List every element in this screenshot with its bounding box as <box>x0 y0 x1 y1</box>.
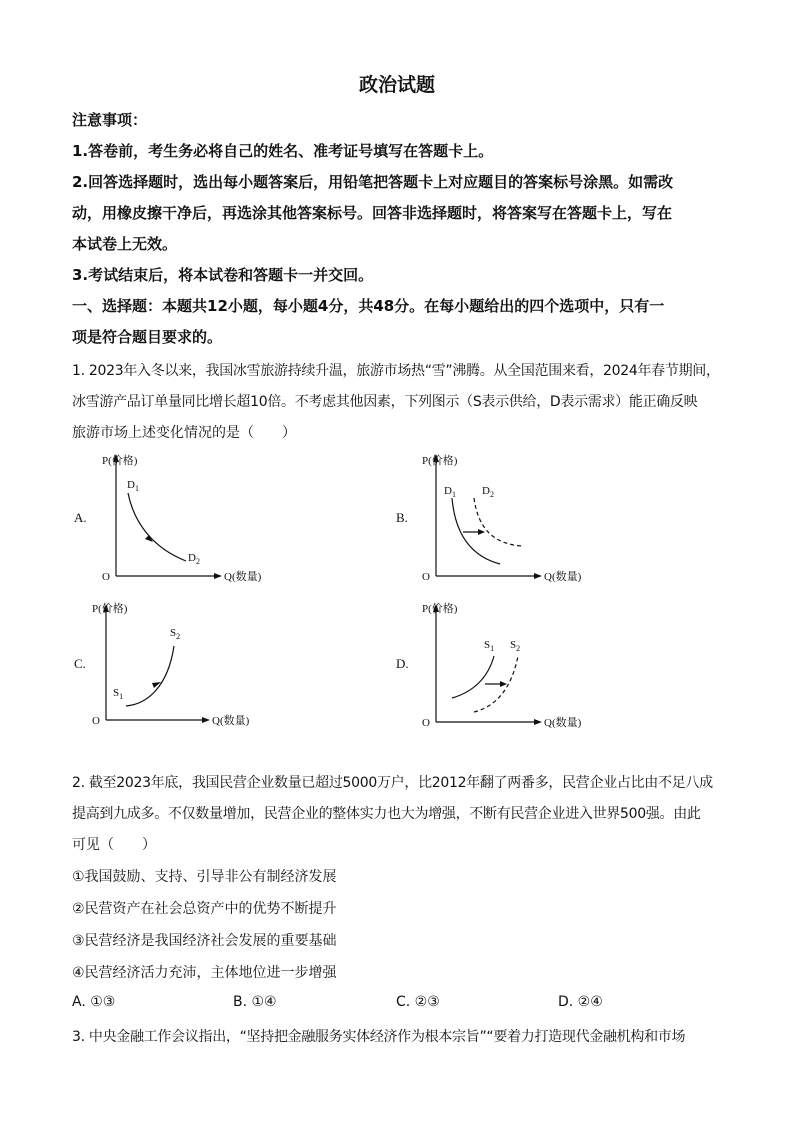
b-curve-d2 <box>474 498 522 546</box>
section-heading: 一、选择题：本题共12小题，每小题4分，共48分。在每小题给出的四个选项中，只有一 <box>72 297 665 315</box>
a-curve <box>128 493 186 561</box>
a-q-axis-label: Q(数量) <box>224 571 262 583</box>
a-origin: O <box>102 571 110 583</box>
svg-text:S2: $S_2$ <box>510 639 521 653</box>
q2-statement-3: ③民营经济是我国经济社会发展的重要基础 <box>72 933 337 949</box>
notice-item-1: 1.答卷前，考生务必将自己的姓名、准考证号填写在答题卡上。 <box>72 142 494 160</box>
q2-statement-1: ①我国鼓励、支持、引导非公有制经济发展 <box>72 869 337 885</box>
q1-text-line-2: 冰雪游产品订单量同比增长超10倍。不考虑其他因素，下列图示（S表示供给，D表示需求）能正确反映 <box>72 394 698 410</box>
q2-choice-c[interactable]: C. ②③ <box>396 994 440 1010</box>
q1-option-b-graph[interactable] <box>418 448 598 588</box>
c-origin: O <box>92 715 100 727</box>
section-heading-cont: 项是符合题目要求的。 <box>72 328 223 346</box>
notice-item-2-end: 本试卷上无效。 <box>72 235 178 253</box>
c-curve <box>126 646 174 706</box>
page-title: 政治试题 <box>358 74 435 96</box>
q1-option-a-graph[interactable] <box>98 448 278 588</box>
d-origin: O <box>422 717 430 729</box>
q2-statement-2: ②民营资产在社会总资产中的优势不断提升 <box>72 901 337 917</box>
q2-text-line-3: 可见（ ） <box>72 837 156 853</box>
q2-choice-d[interactable]: D. ②④ <box>558 994 603 1010</box>
notice-item-3: 3.考试结束后，将本试卷和答题卡一并交回。 <box>72 266 374 284</box>
notice-heading: 注意事项： <box>72 111 148 129</box>
q2-statement-4: ④民营经济活力充沛，主体地位进一步增强 <box>72 965 337 981</box>
q1-option-b-label[interactable]: B. <box>396 510 408 525</box>
b-q-axis-label: Q(数量) <box>544 571 582 583</box>
q1-option-a-label[interactable]: A. <box>74 510 87 525</box>
b-p-axis-label: P(价格) <box>422 455 458 467</box>
svg-text:S1: $S_1$ <box>113 687 124 701</box>
q1-text-line-1: 1. 2023年入冬以来，我国冰雪旅游持续升温，旅游市场热“雪”沸腾。从全国范围来看，2024年春节期间， <box>72 363 720 379</box>
d-q-axis-label: Q(数量) <box>544 717 582 729</box>
c-p-axis-label: P(价格) <box>92 603 128 615</box>
d-curve-s1 <box>452 656 494 698</box>
notice-item-2-cont: 动，用橡皮擦干净后，再选涂其他答案标号。回答非选择题时，将答案写在答题卡上，写在 <box>72 204 673 222</box>
svg-text:S1: $S_1$ <box>484 639 495 653</box>
b-origin: O <box>422 571 430 583</box>
q1-option-c-label[interactable]: C. <box>74 656 86 671</box>
svg-text:D1: $D_1$ <box>127 479 139 493</box>
svg-text:D2: $D_2$ <box>482 485 494 499</box>
q1-text-line-3: 旅游市场上述变化情况的是（ ） <box>72 425 296 441</box>
c-q-axis-label: Q(数量) <box>212 715 250 727</box>
q2-text-line-1: 2. 截至2023年底，我国民营企业数量已超过5000万户，比2012年翻了两番多，民营企业占比由不足八成 <box>72 775 713 791</box>
a-p-axis-label: P(价格) <box>102 455 138 467</box>
q2-text-line-2: 提高到九成多。不仅数量增加，民营企业的整体实力也大为增强，不断有民营企业进入世界500强。由此 <box>72 806 701 822</box>
q2-choice-b[interactable]: B. ①④ <box>233 994 277 1010</box>
q1-option-c-graph[interactable] <box>88 596 268 736</box>
d-p-axis-label: P(价格) <box>422 603 458 615</box>
q2-choice-a[interactable]: A. ①③ <box>72 994 116 1010</box>
notice-item-2: 2.回答选择题时，选出每小题答案后，用铅笔把答题卡上对应题目的答案标号涂黑。如需改 <box>72 173 674 191</box>
q1-option-d-graph[interactable] <box>418 596 598 736</box>
svg-text:D2: $D_2$ <box>188 552 200 566</box>
q3-text-line-1: 3. 中央金融工作会议指出，“坚持把金融服务实体经济作为根本宗旨”“要着力打造现代金融机构和市场 <box>72 1029 686 1045</box>
q1-option-d-label[interactable]: D. <box>396 656 409 671</box>
svg-text:D1: $D_1$ <box>444 485 456 499</box>
svg-text:S2: $S_2$ <box>170 627 181 641</box>
